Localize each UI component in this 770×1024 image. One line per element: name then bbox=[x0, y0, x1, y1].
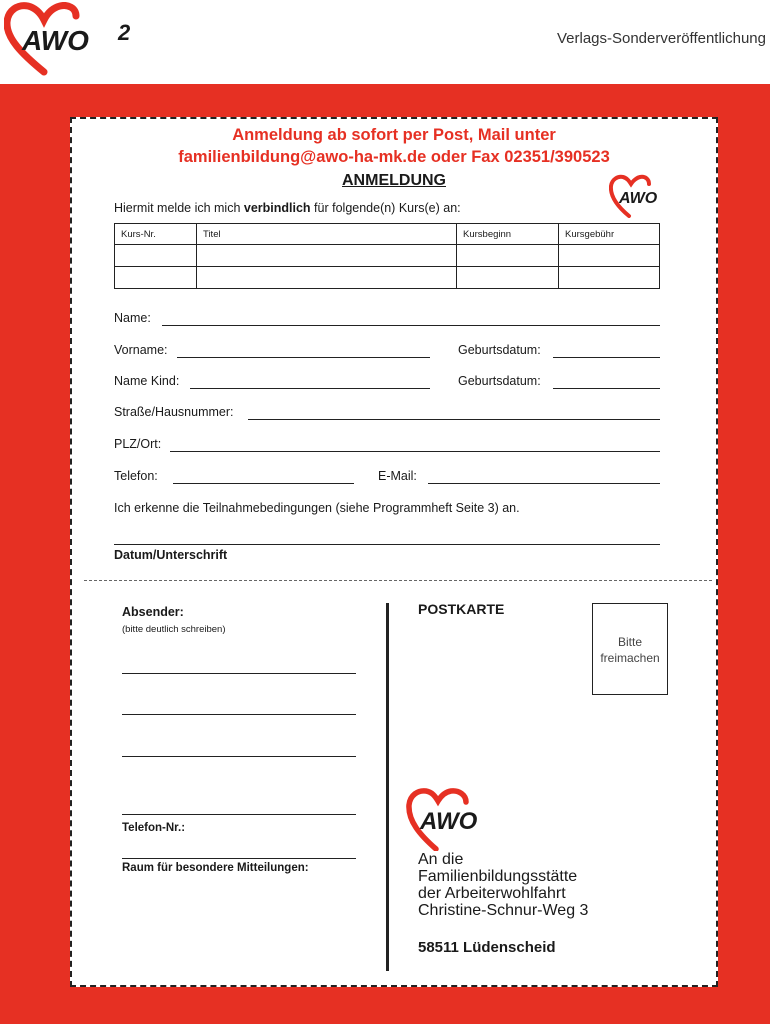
agreement-text: Ich erkenne die Teilnahmebedingungen (siehe Programmheft Seite 3) an. bbox=[114, 501, 520, 515]
telefon-field[interactable] bbox=[173, 483, 354, 484]
recipient-line: der Arbeiterwohlfahrt bbox=[418, 885, 566, 902]
cell-input[interactable] bbox=[197, 267, 457, 289]
course-table-header bbox=[115, 224, 660, 245]
postcard-divider bbox=[386, 603, 389, 971]
strasse-label: Straße/Hausnummer: bbox=[114, 405, 234, 419]
table-row bbox=[115, 267, 660, 289]
course-table bbox=[114, 223, 660, 289]
svg-text:AWO: AWO bbox=[420, 808, 478, 835]
cell-input[interactable] bbox=[559, 245, 660, 267]
intro-text bbox=[114, 201, 461, 215]
vorname-field[interactable] bbox=[177, 357, 430, 358]
awo-logo bbox=[4, 2, 120, 76]
awo-logo-postcard bbox=[406, 787, 490, 851]
stamp-line2: freimachen bbox=[600, 651, 660, 665]
plz-ort-field[interactable] bbox=[170, 451, 660, 452]
cell-input[interactable] bbox=[457, 267, 559, 289]
absender-line-3[interactable] bbox=[122, 756, 356, 757]
intro-bold: verbindlich bbox=[243, 201, 311, 215]
postkarte-title: POSTKARTE bbox=[418, 601, 505, 617]
geburtsdatum-kind-field[interactable] bbox=[553, 388, 660, 389]
raum-line[interactable] bbox=[122, 858, 356, 859]
page-number: 2 bbox=[118, 20, 131, 45]
table-row bbox=[115, 245, 660, 267]
name-kind-label: Name Kind: bbox=[114, 374, 180, 388]
telefon-label: Telefon: bbox=[114, 469, 158, 483]
absender-line-1[interactable] bbox=[122, 673, 356, 674]
telefon-nr-label: Telefon-Nr.: bbox=[122, 822, 186, 834]
intro-post: für folgende(n) Kurs(e) an: bbox=[310, 201, 461, 215]
recipient-line: Christine-Schnur-Weg 3 bbox=[418, 902, 589, 919]
cell-input[interactable] bbox=[197, 245, 457, 267]
svg-text:AWO: AWO bbox=[22, 25, 89, 56]
col-kursbeginn: Kursbeginn bbox=[457, 224, 559, 245]
plz-ort-label: PLZ/Ort: bbox=[114, 437, 162, 451]
cut-line bbox=[84, 580, 712, 581]
cell-input[interactable] bbox=[115, 267, 197, 289]
recipient-line: An die bbox=[418, 851, 464, 868]
email-label: E-Mail: bbox=[378, 469, 417, 483]
cell-input[interactable] bbox=[115, 245, 197, 267]
absender-label: Absender: bbox=[122, 605, 184, 619]
absender-line-2[interactable] bbox=[122, 714, 356, 715]
cell-input[interactable] bbox=[457, 245, 559, 267]
awo-logo-small bbox=[609, 174, 663, 218]
intro-pre: Hiermit melde ich mich bbox=[114, 201, 244, 215]
form-title: ANMELDUNG bbox=[342, 172, 446, 189]
registration-form bbox=[72, 119, 716, 581]
name-label: Name: bbox=[114, 311, 151, 325]
strasse-field[interactable] bbox=[248, 419, 660, 420]
headline-line1: Anmeldung ab sofort per Post, Mail unter bbox=[232, 126, 556, 144]
cell-input[interactable] bbox=[559, 267, 660, 289]
registration-card bbox=[70, 117, 718, 987]
signature-label: Datum/Unterschrift bbox=[114, 548, 228, 562]
name-kind-field[interactable] bbox=[190, 388, 430, 389]
recipient-line: Familienbildungsstätte bbox=[418, 868, 578, 885]
postcard bbox=[72, 591, 716, 985]
geburtsdatum-kind-label: Geburtsdatum: bbox=[458, 374, 541, 388]
col-kursgebuehr: Kursgebühr bbox=[559, 224, 660, 245]
email-field[interactable] bbox=[428, 483, 660, 484]
col-kursnr: Kurs-Nr. bbox=[115, 224, 197, 245]
vorname-label: Vorname: bbox=[114, 343, 168, 357]
stamp-line1: Bitte bbox=[617, 635, 642, 649]
absender-hint: (bitte deutlich schreiben) bbox=[122, 624, 226, 635]
stamp-box bbox=[592, 603, 668, 695]
signature-field[interactable] bbox=[114, 544, 660, 545]
recipient-address bbox=[418, 851, 588, 919]
geburtsdatum-field[interactable] bbox=[553, 357, 660, 358]
svg-text:AWO: AWO bbox=[619, 190, 658, 207]
telefon-nr-line[interactable] bbox=[122, 814, 356, 815]
headline-line2: familienbildung@awo-ha-mk.de oder Fax 02351/390523 bbox=[178, 148, 610, 166]
name-field[interactable] bbox=[162, 325, 660, 326]
recipient-city: 58511 Lüdenscheid bbox=[418, 939, 556, 956]
raum-label: Raum für besondere Mitteilungen: bbox=[122, 862, 309, 874]
page-header bbox=[0, 0, 770, 84]
publication-label: Verlags-Sonderveröffentlichung bbox=[556, 30, 766, 47]
col-titel: Titel bbox=[197, 224, 457, 245]
geburtsdatum-label: Geburtsdatum: bbox=[458, 343, 541, 357]
